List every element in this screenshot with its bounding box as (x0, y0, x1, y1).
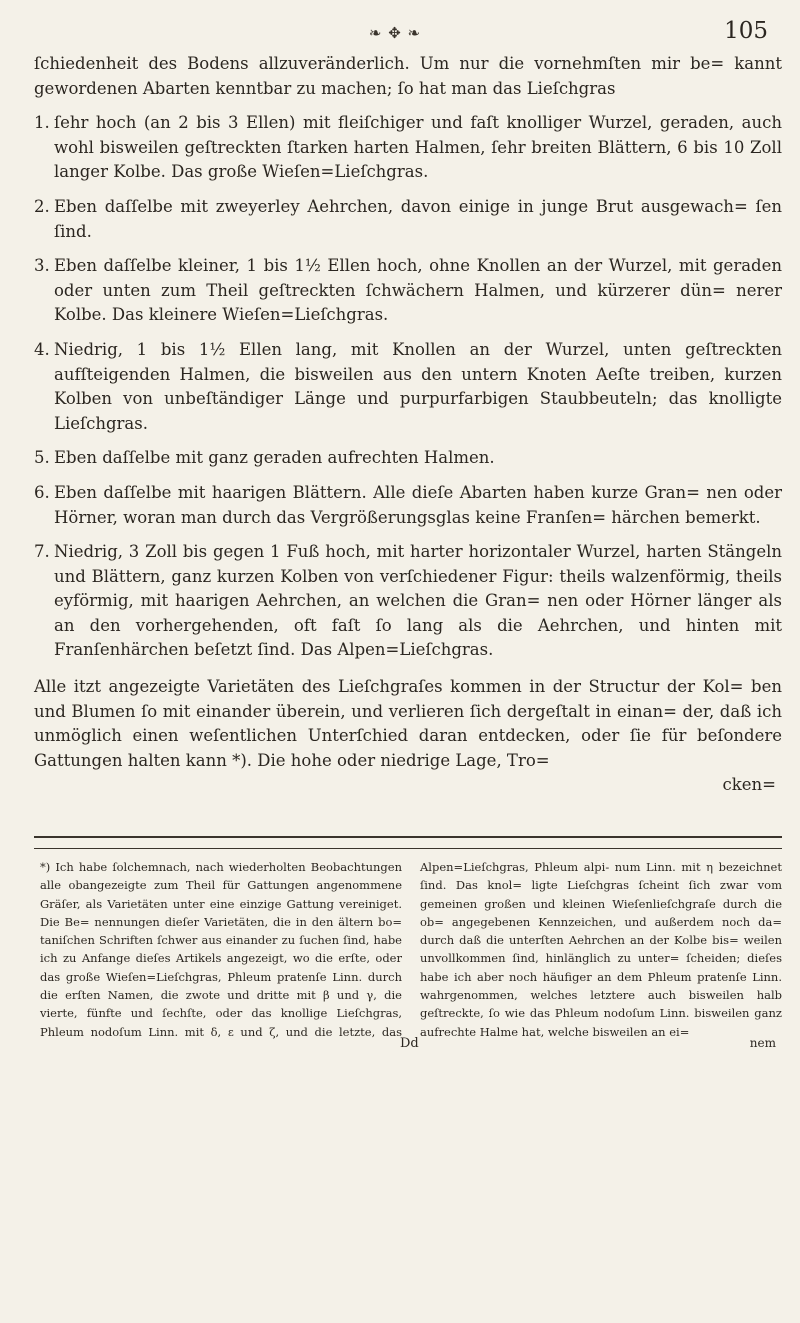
item-text: Niedrig, 3 Zoll bis gegen 1 Fuß hoch, mit harter horizontaler Wurzel, harten Stängeln und Blättern, ganz kurzen Kolben von verſchiedener Figur: theils walzenförmig, theils eyförmig, mit haarigen Aehrchen, an welchen die Gran= nen oder Hörner länger als an den vorhergehenden, oft faſt ſo lang als die Aehrchen, und hinten mit Franſenhärchen beſetzt ſind. Das Alpen=Lieſchgras. (54, 542, 782, 660)
list-item-2 (34, 195, 782, 244)
intro-paragraph: ſchiedenheit des Bodens allzuveränderlich. Um nur die vornehmſten mir be= kannt gewordenen Abarten kenntbar zu machen; ſo hat man das Lieſchgras (34, 54, 782, 98)
item-text: Eben daſſelbe kleiner, 1 bis 1½ Ellen hoch, ohne Knollen an der Wurzel, mit geraden oder unten zum Theil geſtreckten ſchwächern Halmen, und kürzerer dün= nerer Kolbe. Das kleinere Wieſen=Lieſchgras. (54, 256, 782, 325)
item-number: 2. (34, 196, 50, 216)
catchword: cken= (722, 775, 776, 795)
list-item-6 (34, 481, 782, 530)
item-text: ſehr hoch (an 2 bis 3 Ellen) mit fleiſchiger und faſt knolliger Wurzel, geraden, auch wohl bisweilen geſtreckten ſtarken harten Halmen, ſehr breiten Blättern, 6 bis 10 Zoll langer Kolbe. Das große Wieſen=Lieſchgras. (54, 113, 782, 182)
item-text: Eben daſſelbe mit ganz geraden aufrechten Halmen. (54, 448, 495, 468)
item-text: Eben daſſelbe mit zweyerley Aehrchen, davon einige in junge Brut ausgewach= ſen ſind. (54, 196, 782, 241)
list-item-3 (34, 254, 782, 328)
list-item-1 (34, 111, 782, 185)
signature-mark: Dd (400, 1036, 419, 1051)
item-number: 7. (34, 542, 50, 562)
item-text: Niedrig, 1 bis 1½ Ellen lang, mit Knollen an der Wurzel, unten geſtreckten aufſteigenden Halmen, die bisweilen aus den untern Knoten Aeſte treiben, kurzen Kolben von unbeſtändiger Länge und purpurfarbigen Staubbeuteln; das knolligte Lieſchgras. (54, 339, 782, 433)
item-text: Eben daſſelbe mit haarigen Blättern. Alle dieſe Abarten haben kurze Gran= nen oder Hörner, woran man durch das Vergrößerungsglas keine Franſen= härchen bemerkt. (54, 482, 782, 527)
main-text (34, 52, 782, 798)
list-item-5 (34, 446, 782, 471)
footnote-catchword: nem (749, 1036, 776, 1050)
item-number: 6. (34, 482, 50, 502)
item-number: 1. (34, 113, 50, 133)
page-header (0, 8, 800, 44)
list-item-7 (34, 540, 782, 663)
page-number: 105 (724, 18, 768, 44)
list-item-4 (34, 338, 782, 436)
header-ornament: ❧ ✥ ❧ (368, 24, 422, 42)
item-number: 4. (34, 339, 50, 359)
footnote: *) Ich habe ſolchemnach, nach wiederholten Beobachtungen alle obangezeigte zum Theil für Gattungen angenommene Gräſer, als Varietäten unter eine einzige Gattung vereiniget. Die Be= nennungen dieſer Varietäten, die in den ältern bo= taniſchen Schriften ſchwer aus einander zu ſuchen ſind, habe ich zu Anfange dieſes Artikels angezeigt, wo die erſte, oder das große Wieſen=Lieſchgras, Phleum pratenſe Linn. durch die erſten Namen, die zwote und dritte mit β und γ, die vierte, fünfte und ſechſte, oder das knollige Lieſchgras, Phleum nodoſum Linn. mit δ, ε und ζ, und die letzte, das Alpen=Lieſchgras, Phleum alpi- num Linn. mit η bezeichnet ſind. Das knol= ligte Lieſchgras ſcheint ſich zwar vom gemeinen großen und kleinen Wieſenlieſchgraſe durch die ob= angegebenen Kennzeichen, und außerdem noch da= durch daß die unterſten Aehrchen an der Kolbe bis= weilen unvollkommen ſind, hinlänglich zu unter= ſcheiden; dieſes habe ich aber noch häufiger an dem Phleum pratenſe Linn. wahrgenommen, welches letztere auch bisweilen halb geſtreckte, ſo wie das Phleum nodoſum Linn. bisweilen ganz aufrechte Halme hat, welche bisweilen an ei= (40, 860, 782, 1039)
footnote-divider (34, 836, 782, 849)
closing-paragraph: Alle itzt angezeigte Varietäten des Lieſchgraſes kommen in der Structur der Kol= ben und Blumen ſo mit einander überein, und verlieren ſich dergeſtalt in einan= der, daß ich unmöglich einen weſentlichen Unterſchied daran entdecken, oder ſie für beſondere Gattungen halten kann *). Die hohe oder niedrige Lage, Tro= (34, 677, 782, 770)
item-number: 3. (34, 256, 50, 276)
item-number: 5. (34, 448, 50, 468)
